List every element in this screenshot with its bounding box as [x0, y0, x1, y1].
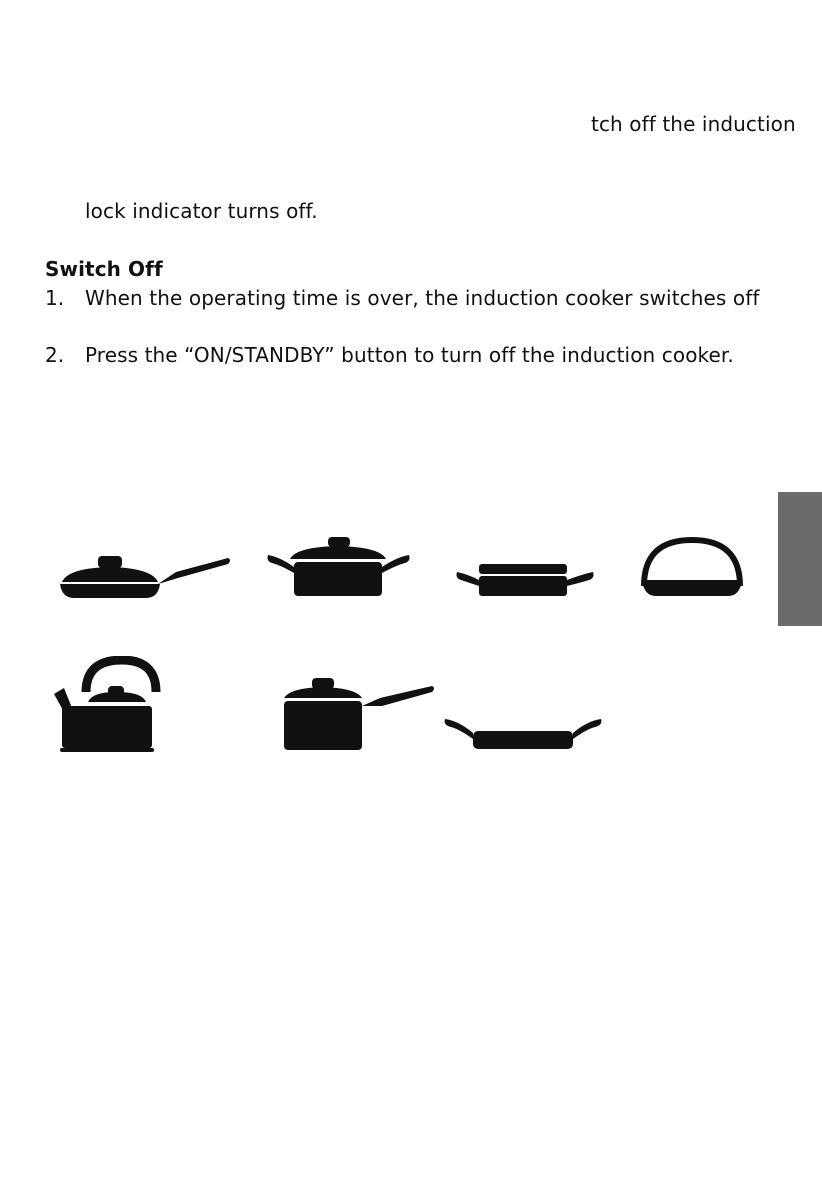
text-fragment-top: tch off the induction	[591, 112, 796, 136]
side-tab	[778, 492, 822, 626]
list-item-text: Press the “ON/STANDBY” button to turn off the induction cooker.	[85, 343, 734, 367]
wok-bowl-icon	[640, 536, 744, 600]
section-heading: Switch Off	[45, 257, 163, 281]
shallow-casserole-icon	[455, 560, 595, 600]
list-item-text: When the operating time is over, the induction cooker switches off	[85, 286, 760, 310]
list-item-number: 1.	[45, 286, 65, 310]
casserole-pot-icon	[266, 535, 411, 600]
list-item-number: 2.	[45, 343, 65, 367]
saucepan-icon	[280, 676, 438, 754]
paella-pan-icon	[443, 715, 603, 753]
text-fragment-lock: lock indicator turns off.	[85, 199, 318, 223]
kettle-icon	[50, 656, 162, 754]
frying-pan-with-lid-icon	[58, 552, 233, 602]
